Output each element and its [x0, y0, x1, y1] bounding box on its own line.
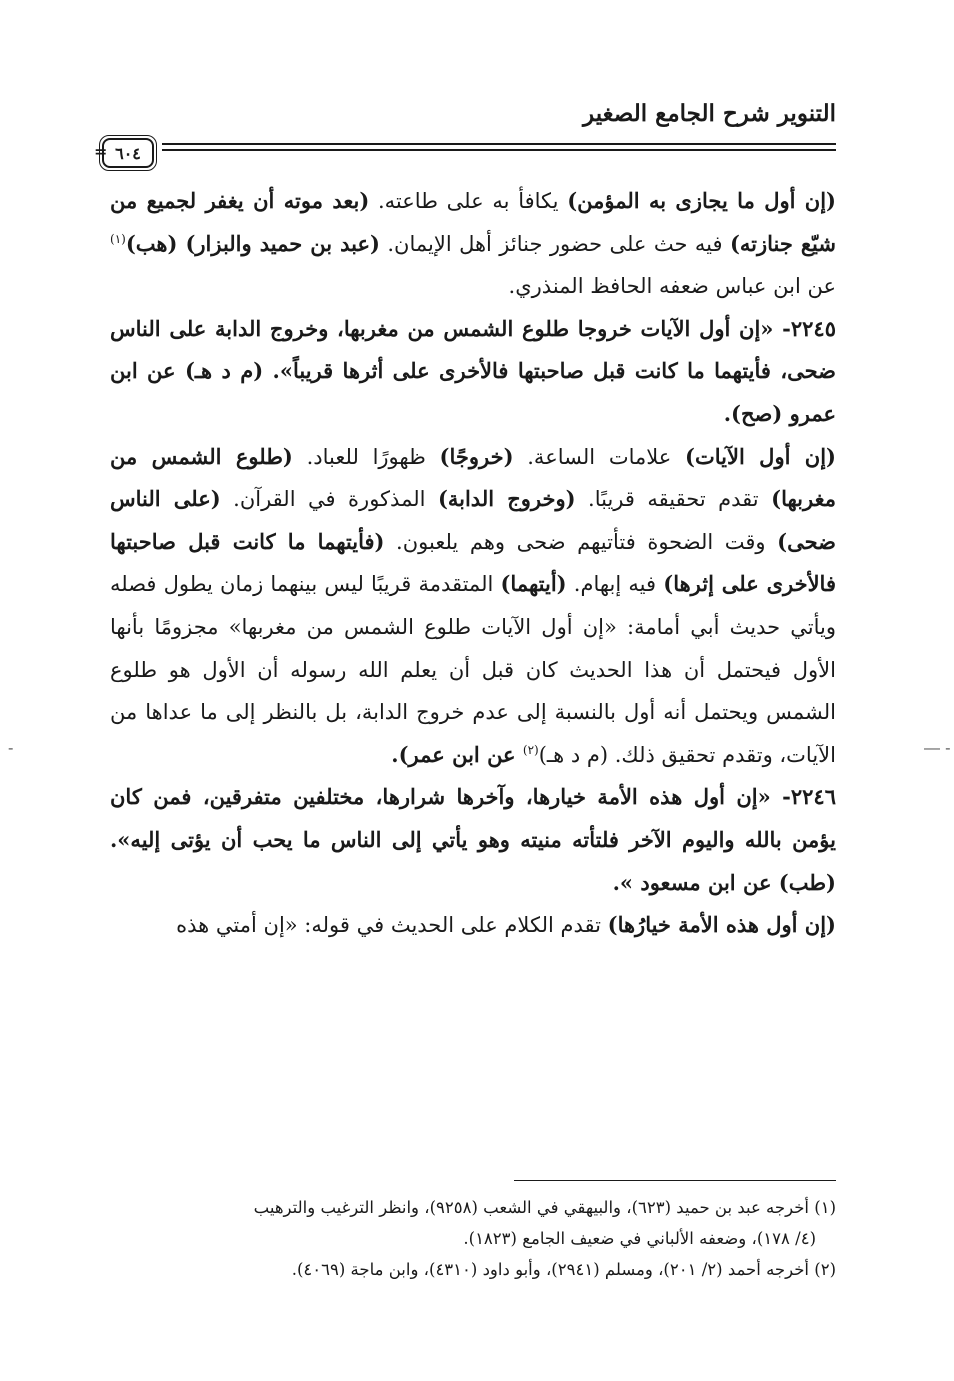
text: عن ابن عباس ضعفه الحافظ المنذري.: [508, 274, 836, 299]
hadith-number: ٢٢٤٦-: [770, 784, 836, 810]
source-ref: (عبد بن حميد والبزار) (هب): [125, 230, 380, 256]
text: وقت الضحوة فتأتيهم ضحى وهم يلعبون.: [384, 529, 778, 554]
paragraph-commentary-2: [110, 436, 836, 777]
hadith-text: «إن أول هذه الأمة خيارها، وآخرها شرارها، مختلفين متفرقين، فمن كان يؤمن بالله واليوم الآخر فلتأته منيته وهو يأتي إلى الناس ما يحب أن يؤتى إليه». (طب) عن ابن مسعود ».: [110, 784, 836, 895]
footnote-1-continued: (٤/ ١٧٨)، وضعفه الألباني في ضعيف الجامع (١٨٢٣).: [463, 1229, 816, 1248]
footnote-2: (٢) أخرجه أحمد (٢/ ٢٠١)، ومسلم (٢٩٤١)، وأبو داود (٤٣١٠)، وابن ماجة (٤٠٦٩).: [291, 1260, 836, 1279]
quote: (وخروج الدابة): [437, 486, 576, 512]
quote: (طلوع الشمس من مغربها): [110, 443, 836, 512]
main-text: [110, 180, 836, 947]
footnote-ref: (٢): [522, 742, 539, 757]
page-number: ٦٠٤: [102, 138, 154, 168]
hadith-2246: [110, 776, 836, 904]
header-rule-top: [162, 143, 836, 145]
footnote-separator: [514, 1180, 836, 1181]
source-ref: عن ابن عمر).: [391, 741, 523, 767]
header-eq-mark: =: [94, 142, 108, 161]
paragraph-commentary-1: [110, 180, 836, 308]
paragraph-commentary-3: [110, 904, 836, 947]
quote: (إن أول الآيات): [685, 443, 836, 469]
text: فيه حث على حضور جنائز أهل الإيمان.: [379, 231, 730, 256]
quote: (فأيتهما ما كانت قبل صاحبتها فالأخرى على إثرها): [110, 528, 836, 597]
footnote-1: (١) أخرجه عبد بن حميد (٦٢٣)، والبيهقي في الشعب (٩٢٥٨)، وانظر الترغيب والترهيب: [253, 1198, 836, 1217]
quote: (بعد موته أن يغفر لجميع من شيّع جنازته): [110, 188, 836, 256]
text: ظهورًا للعباد.: [292, 444, 440, 469]
footnote-ref: (١): [110, 231, 126, 246]
quote: (على الناس ضحى): [110, 486, 836, 554]
quote: (خروجًا): [439, 443, 514, 469]
margin-mark-right: -: [8, 738, 14, 757]
text: علامات الساعة.: [513, 444, 686, 469]
footnotes: [110, 1192, 836, 1285]
running-header-title: التنوير شرح الجامع الصغير: [583, 100, 836, 127]
text: فيه إبهام.: [566, 572, 664, 597]
text: المذكورة في القرآن.: [220, 487, 438, 512]
quote: (أيتهما): [500, 571, 567, 597]
text: المتقدمة قريبًا ليس بينهما زمان يطول فصله ويأتي حديث أبي أمامة: «إن أول الآيات طلوع الشمس من مغربها» مجزومًا بأنها الأول فيحتمل أن هذا الحديث كان قبل أن يعلم الله رسوله أن الأول هو طلوع الشمس ويحتمل أنه أول بالنسبة إلى عدم خروج الدابة، بل بالنظر إلى ما عداها من الآيات، وتقدم تحقيق ذلك. (م د هـ): [110, 572, 836, 767]
quote: (إن أول هذه الأمة خيارُها): [607, 912, 836, 938]
text: تقدم الكلام على الحديث في قوله: «إن أمتي هذه: [176, 913, 608, 938]
text: يكافأ به على طاعته.: [369, 189, 568, 213]
quote: (إن أول ما يجازى به المؤمن): [567, 188, 836, 213]
margin-mark-left: - ―: [924, 738, 951, 757]
hadith-number: ٢٢٤٥-: [773, 315, 836, 341]
hadith-2245: [110, 308, 836, 436]
text: تقدم تحقيقه قريبًا.: [575, 487, 772, 512]
header-rule-bottom: [162, 149, 836, 151]
hadith-text: «إن أول الآيات خروجا طلوع الشمس من مغربها، وخروج الدابة على الناس ضحى، فأيتهما ما كانت قبل صاحبتها فالأخرى على أثرها قريباً». (م د هـ) عن ابن عمرو (صح).: [110, 315, 836, 426]
